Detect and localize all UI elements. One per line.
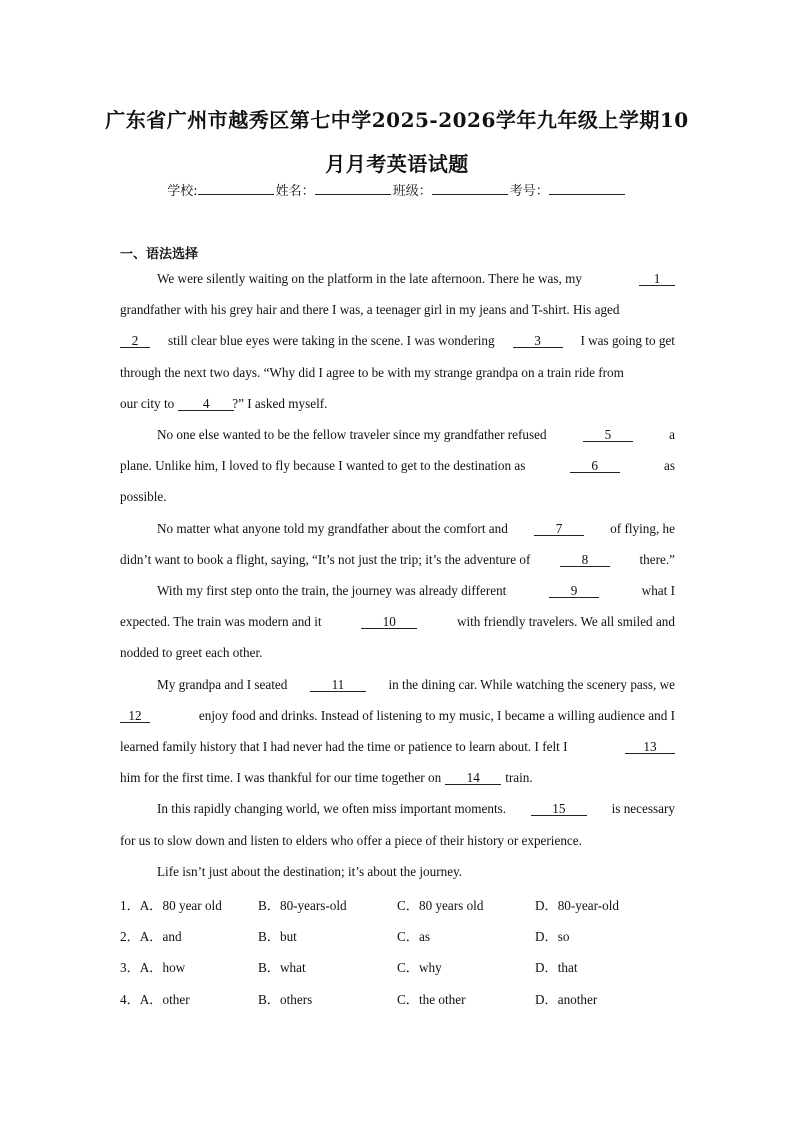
number-label: 考号： <box>509 184 549 199</box>
school-field[interactable] <box>198 182 274 195</box>
exam-title-line1: 广东省广州市越秀区第七中学2025-2026学年九年级上学期10 <box>105 108 689 132</box>
option-1b[interactable]: B．80-years-old <box>258 898 347 913</box>
blank-1[interactable]: 1 <box>639 272 675 286</box>
passage-line: learned family history that I had never had the time or patience to learn about. I felt I 13 <box>120 739 675 755</box>
name-field[interactable] <box>315 182 391 195</box>
passage-line: him for the first time. I was thankful for our time together on 14 train. <box>120 770 533 785</box>
passage-line: possible. <box>120 489 167 504</box>
option-2d[interactable]: D．so <box>535 929 570 944</box>
option-1d[interactable]: D．80-year-old <box>535 898 619 913</box>
exam-title-line2: 月月考英语试题 <box>325 152 469 176</box>
passage-line: With my first step onto the train, the journey was already different 9 what I <box>157 583 675 598</box>
number-field[interactable] <box>549 182 625 195</box>
passage-line: My grandpa and I seated 11 in the dining car. While watching the scenery pass, we <box>157 677 675 692</box>
passage-line: plane. Unlike him, I loved to fly because I wanted to get to the destination as 6 as <box>120 458 675 473</box>
passage-line: nodded to greet each other. <box>120 645 263 660</box>
passage-line: No one else wanted to be the fellow traveler since my grandfather refused 5 a <box>157 427 675 442</box>
blank-4[interactable]: 4 <box>178 397 234 411</box>
passage-line: No matter what anyone told my grandfather about the comfort and 7 of flying, he <box>157 521 675 536</box>
passage-line: didn’t want to book a flight, saying, “It’s not just the trip; it’s the adventure of 8 there.” <box>120 552 675 567</box>
passage-line: 2 still clear blue eyes were taking in the scene. I was wondering 3 I was going to get <box>120 333 675 349</box>
blank-8[interactable]: 8 <box>560 553 610 567</box>
option-1c[interactable]: C．80 years old <box>397 898 484 913</box>
passage-line: Life isn’t just about the destination; it’s about the journey. <box>157 864 463 879</box>
blank-5[interactable]: 5 <box>583 428 633 442</box>
passage-line: We were silently waiting on the platform in the late afternoon. There he was, my 1 <box>157 271 675 287</box>
option-1a[interactable]: 1．A．80 year old <box>120 898 222 913</box>
option-2c[interactable]: C．as <box>397 929 430 944</box>
option-3d[interactable]: D．that <box>535 960 578 975</box>
option-2a[interactable]: 2．A．and <box>120 929 182 944</box>
school-label: 学校: <box>167 184 198 199</box>
option-4a[interactable]: 4．A．other <box>120 992 190 1007</box>
blank-2[interactable]: 2 <box>120 334 150 348</box>
option-4c[interactable]: C．the other <box>397 992 466 1007</box>
passage-line: 12 enjoy food and drinks. Instead of listening to my music, I became a willing audience and I <box>120 708 675 724</box>
student-info-row <box>0 180 794 199</box>
blank-11[interactable]: 11 <box>310 678 366 692</box>
blank-10[interactable]: 10 <box>361 615 417 629</box>
section-heading: 一、语法选择 <box>120 247 199 262</box>
option-2b[interactable]: B．but <box>258 929 297 944</box>
option-3c[interactable]: C．why <box>397 960 442 975</box>
passage-line: grandfather with his grey hair and there I was, a teenager girl in my jeans and T-shirt. His aged <box>120 302 620 317</box>
blank-13[interactable]: 13 <box>625 740 675 754</box>
option-4d[interactable]: D．another <box>535 992 598 1007</box>
blank-9[interactable]: 9 <box>549 584 599 598</box>
blank-3[interactable]: 3 <box>513 334 563 348</box>
blank-14[interactable]: 14 <box>445 771 501 785</box>
passage-line: through the next two days. “Why did I agree to be with my strange grandpa on a train ride from <box>120 365 624 380</box>
class-field[interactable] <box>432 182 508 195</box>
blank-7[interactable]: 7 <box>534 522 584 536</box>
blank-6[interactable]: 6 <box>570 459 620 473</box>
option-4b[interactable]: B．others <box>258 992 313 1007</box>
option-3b[interactable]: B．what <box>258 960 306 975</box>
name-label: 姓名： <box>275 184 315 199</box>
passage-line: In this rapidly changing world, we often miss important moments. 15 is necessary <box>157 801 675 816</box>
passage-line: our city to 4 ?” I asked myself. <box>120 396 328 411</box>
passage-line: expected. The train was modern and it 10 with friendly travelers. We all smiled and <box>120 614 675 629</box>
blank-12[interactable]: 12 <box>120 709 150 723</box>
passage-line: for us to slow down and listen to elders who offer a piece of their history or experience. <box>120 833 582 848</box>
class-label: 班级： <box>392 184 432 199</box>
blank-15[interactable]: 15 <box>531 802 587 816</box>
option-3a[interactable]: 3．A．how <box>120 960 186 975</box>
